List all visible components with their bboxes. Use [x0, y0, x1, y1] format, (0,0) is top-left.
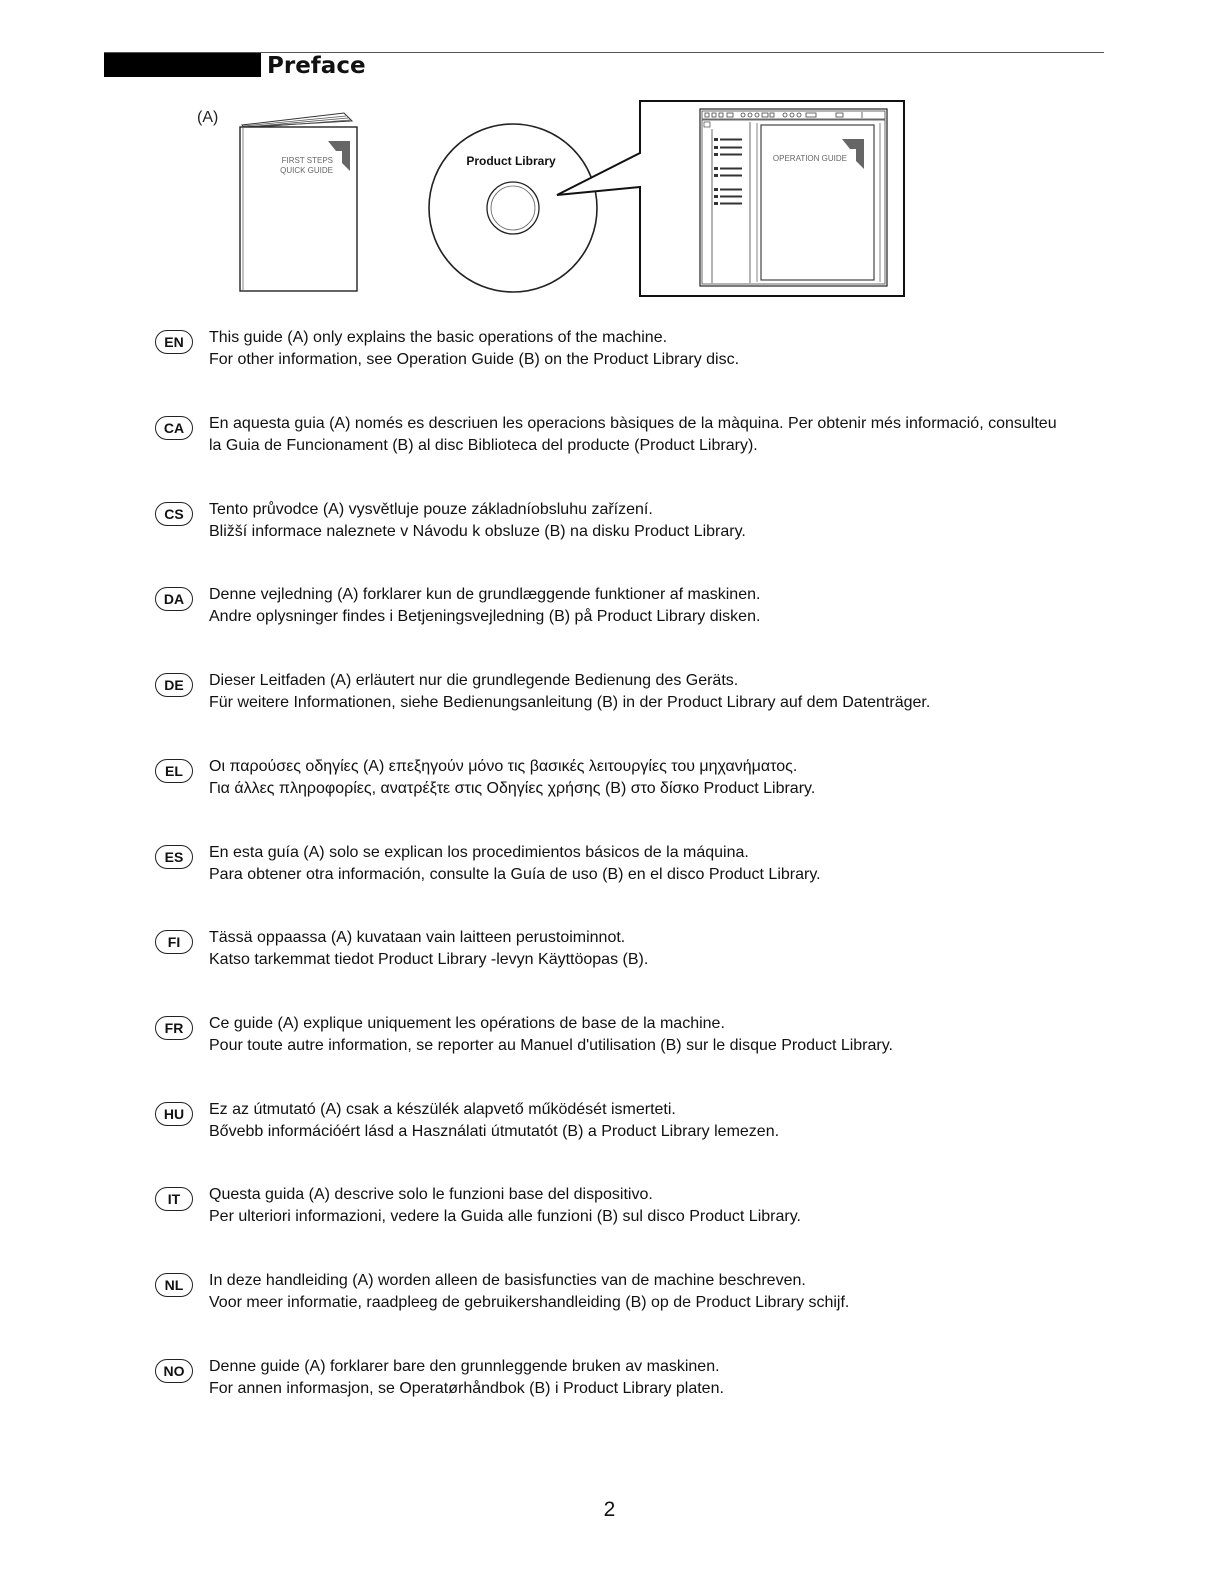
entry-line: Questa guida (A) descrive solo le funzioni base del dispositivo. — [209, 1186, 653, 1203]
lang-badge: FR — [155, 1016, 193, 1040]
lang-badge: NL — [155, 1273, 193, 1297]
lang-badge: ES — [155, 845, 193, 869]
page-title: Preface — [267, 53, 366, 79]
entry-line: Ce guide (A) explique uniquement les opérations de base de la machine. — [209, 1015, 725, 1032]
entry-text — [209, 1099, 1109, 1143]
entry-line: Dieser Leitfaden (A) erläutert nur die grundlegende Bedienung des Geräts. — [209, 672, 739, 689]
disc-label: Product Library — [466, 154, 556, 168]
entry-line: Για άλλες πληροφορίες, ανατρέξτε στις Οδηγίες χρήσης (B) στο δίσκο Product Library. — [209, 780, 816, 797]
lang-badge: FI — [155, 930, 193, 954]
entry-text — [209, 327, 1109, 371]
entry-text — [209, 1356, 1109, 1400]
operation-guide-screen-callout — [557, 101, 904, 296]
entry-text — [209, 756, 1109, 800]
entry-line: Voor meer informatie, raadpleeg de gebruikershandleiding (B) op de Product Library schijf. — [209, 1294, 850, 1311]
entry-line: For other information, see Operation Guide (B) on the Product Library disc. — [209, 351, 740, 368]
lang-badge: HU — [155, 1102, 193, 1126]
entry-text — [209, 413, 1109, 457]
entry-text — [209, 842, 1109, 886]
entry-line: En aquesta guia (A) només es descriuen les operacions bàsiques de la màquina. Per obtenir més informació, consulteu — [209, 415, 1057, 432]
entry-line: For annen informasjon, se Operatørhåndbok (B) i Product Library platen. — [209, 1380, 724, 1397]
header-bar — [104, 53, 261, 77]
lang-badge: EN — [155, 330, 193, 354]
entry-text — [209, 670, 1109, 714]
entry-text — [209, 1270, 1109, 1314]
illustration — [0, 95, 1219, 305]
entry-line: Andre oplysninger findes i Betjeningsvejledning (B) på Product Library disken. — [209, 608, 761, 625]
entry-line: Denne guide (A) forklarer bare den grunnleggende bruken av maskinen. — [209, 1358, 720, 1375]
entry-line: In deze handleiding (A) worden alleen de basisfuncties van de machine beschreven. — [209, 1272, 806, 1289]
entry-line: Pour toute autre information, se reporter au Manuel d'utilisation (B) sur le disque Product Library. — [209, 1037, 893, 1054]
entry-text — [209, 1184, 1109, 1228]
quick-guide-booklet — [240, 113, 357, 291]
entry-line: Denne vejledning (A) forklarer kun de grundlæggende funktioner af maskinen. — [209, 586, 761, 603]
entry-line: la Guia de Funcionament (B) al disc Biblioteca del producte (Product Library). — [209, 437, 758, 454]
entry-line: Tässä oppaassa (A) kuvataan vain laitteen perustoiminnot. — [209, 929, 626, 946]
entry-text — [209, 927, 1109, 971]
lang-badge: DE — [155, 673, 193, 697]
entry-line: Für weitere Informationen, siehe Bedienungsanleitung (B) in der Product Library auf dem Datenträger. — [209, 694, 931, 711]
illustration-svg — [0, 95, 1219, 305]
entry-line: Bővebb információért lásd a Használati útmutatót (B) a Product Library lemezen. — [209, 1123, 780, 1140]
lang-badge: NO — [155, 1359, 193, 1383]
entry-line: Katso tarkemmat tiedot Product Library -levyn Käyttöopas (B). — [209, 951, 649, 968]
product-library-disc — [429, 124, 597, 292]
lang-badge: CS — [155, 502, 193, 526]
entry-line: Ez az útmutató (A) csak a készülék alapvető működését ismerteti. — [209, 1101, 676, 1118]
entry-line: En esta guía (A) solo se explican los procedimientos básicos de la máquina. — [209, 844, 749, 861]
booklet-title-line1: FIRST STEPS — [281, 156, 333, 165]
entry-text — [209, 584, 1109, 628]
entry-line: Per ulteriori informazioni, vedere la Guida alle funzioni (B) sul disco Product Library. — [209, 1208, 801, 1225]
entry-line: Para obtener otra información, consulte la Guía de uso (B) en el disco Product Library. — [209, 866, 821, 883]
lang-badge: EL — [155, 759, 193, 783]
entry-line: Bližší informace naleznete v Návodu k obsluze (B) na disku Product Library. — [209, 523, 746, 540]
label-a: (A) — [197, 109, 219, 126]
screen-doc-title: OPERATION GUIDE — [772, 154, 847, 163]
booklet-title-line2: QUICK GUIDE — [280, 166, 333, 175]
entry-line: Οι παρούσες οδηγίες (A) επεξηγούν μόνο τις βασικές λειτουργίες του μηχανήματος. — [209, 758, 798, 775]
entry-line: This guide (A) only explains the basic operations of the machine. — [209, 329, 668, 346]
entry-text — [209, 499, 1109, 543]
lang-badge: IT — [155, 1187, 193, 1211]
page-number: 2 — [603, 1498, 616, 1521]
entry-line: Tento průvodce (A) vysvětluje pouze základníobsluhu zařízení. — [209, 501, 653, 518]
lang-badge: DA — [155, 587, 193, 611]
entry-text — [209, 1013, 1109, 1057]
lang-badge: CA — [155, 416, 193, 440]
